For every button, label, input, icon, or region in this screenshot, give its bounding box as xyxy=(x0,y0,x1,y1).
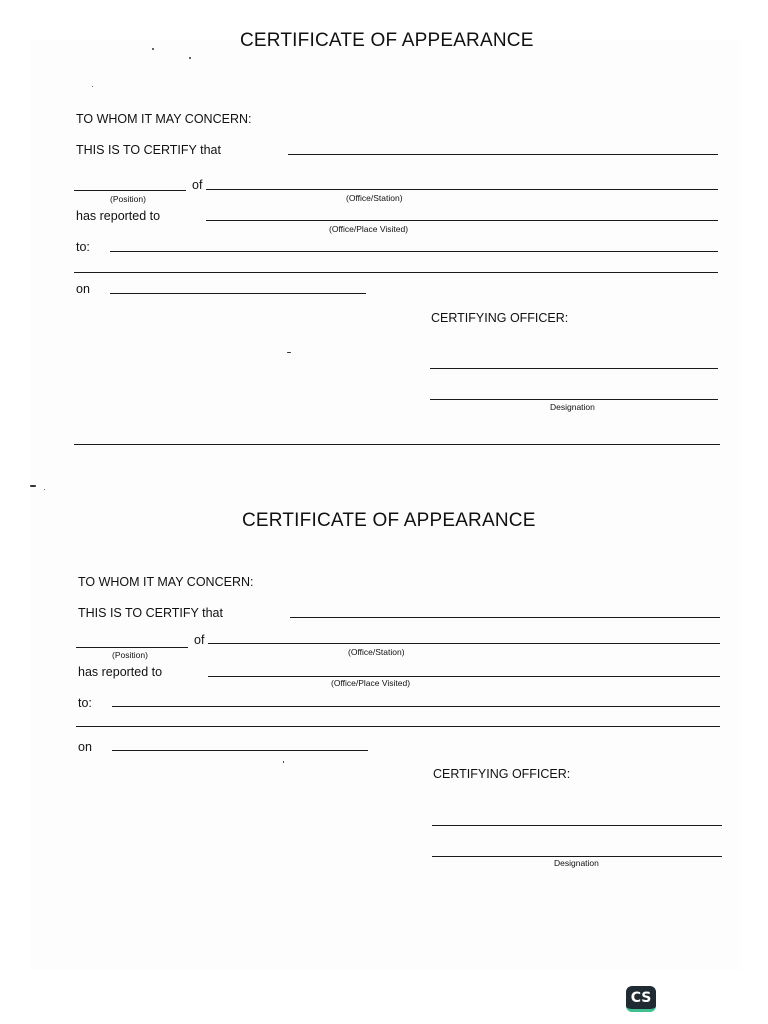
cut-separator-line xyxy=(74,444,720,445)
designation-line xyxy=(432,856,722,857)
officer-signature-line xyxy=(432,825,722,826)
to-line xyxy=(112,706,720,707)
office-station-caption: (Office/Station) xyxy=(346,193,403,203)
scan-speck xyxy=(152,48,154,50)
office-visited-caption: (Office/Place Visited) xyxy=(329,224,409,234)
certifying-officer-label: CERTIFYING OFFICER: xyxy=(433,767,571,781)
to-line xyxy=(110,251,718,252)
certify-label: THIS IS TO CERTIFY that xyxy=(76,143,221,157)
officer-signature-line xyxy=(430,368,718,369)
position-caption: (Position) xyxy=(112,650,148,660)
position-line xyxy=(76,647,188,648)
scan-speck xyxy=(283,761,284,763)
camscanner-logo-badge xyxy=(626,986,656,1012)
salutation: TO WHOM IT MAY CONCERN: xyxy=(76,112,252,126)
office-visited-line xyxy=(208,676,720,677)
of-label: of xyxy=(194,633,205,647)
office-station-line xyxy=(206,189,718,190)
scan-speck xyxy=(44,489,45,490)
reported-label: has reported to xyxy=(76,209,161,223)
office-visited-caption: (Office/Place Visited) xyxy=(331,678,411,688)
designation-line xyxy=(430,399,718,400)
certificate-title: CERTIFICATE OF APPEARANCE xyxy=(240,30,534,51)
designation-caption: Designation xyxy=(554,858,599,868)
certify-name-line xyxy=(290,617,720,618)
of-label: of xyxy=(192,178,203,192)
scan-speck xyxy=(92,86,93,87)
certificate-form-bottom xyxy=(0,480,768,920)
date-line xyxy=(110,293,366,294)
on-label: on xyxy=(76,282,90,296)
to-continuation-line xyxy=(76,726,720,727)
to-continuation-line xyxy=(74,272,718,273)
certificate-form-top xyxy=(0,0,768,440)
scan-speck xyxy=(30,485,36,487)
to-label: to: xyxy=(78,696,92,710)
reported-label: has reported to xyxy=(78,665,163,679)
on-label: on xyxy=(78,740,92,754)
certificate-title: CERTIFICATE OF APPEARANCE xyxy=(242,510,536,531)
scan-speck xyxy=(189,57,191,59)
office-visited-line xyxy=(206,220,718,221)
salutation: TO WHOM IT MAY CONCERN: xyxy=(78,575,254,589)
designation-caption: Designation xyxy=(550,402,595,412)
scan-speck xyxy=(287,352,291,353)
position-line xyxy=(74,190,186,191)
office-station-caption: (Office/Station) xyxy=(348,647,405,657)
certify-label: THIS IS TO CERTIFY that xyxy=(78,606,223,620)
camscanner-logo-text: CS xyxy=(630,990,652,1006)
certify-name-line xyxy=(288,154,718,155)
certifying-officer-label: CERTIFYING OFFICER: xyxy=(431,311,569,325)
to-label: to: xyxy=(76,240,90,254)
position-caption: (Position) xyxy=(110,194,146,204)
office-station-line xyxy=(208,643,720,644)
date-line xyxy=(112,750,368,751)
